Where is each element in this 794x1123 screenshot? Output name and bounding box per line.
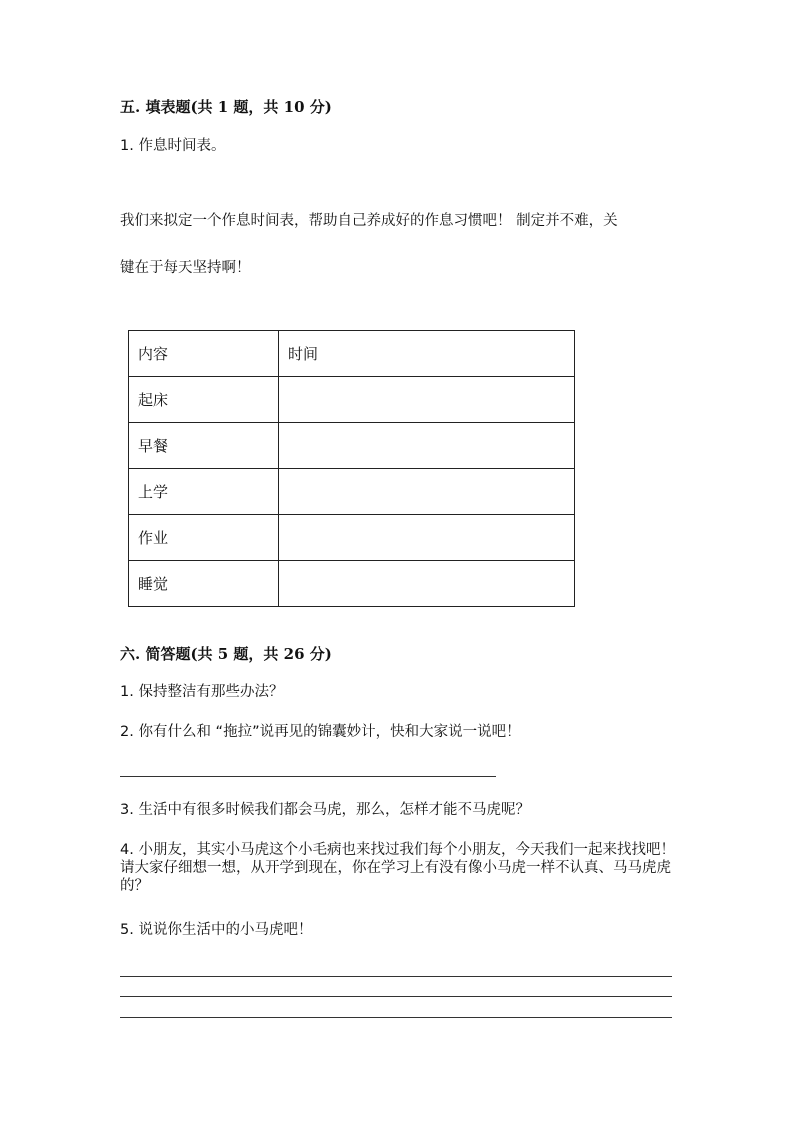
table-cell-item: 上学 xyxy=(129,469,279,515)
answer-line[interactable] xyxy=(120,976,672,977)
table-row xyxy=(129,515,575,561)
table-cell-time[interactable] xyxy=(279,423,575,469)
table-cell-time[interactable] xyxy=(279,377,575,423)
table-header-row xyxy=(129,331,575,377)
intro-line-1: 我们来拟定一个作息时间表，帮助自己养成好的作息习惯吧！ 制定并不难，关 xyxy=(120,213,618,229)
answer-line[interactable] xyxy=(120,996,672,997)
question-6-5: 5. 说说你生活中的小马虎吧！ xyxy=(120,922,313,938)
schedule-table xyxy=(128,330,575,607)
table-cell-item: 睡觉 xyxy=(129,561,279,607)
section-5-title: 五. 填表题(共 1 题，共 10 分) xyxy=(120,98,332,116)
answer-line[interactable] xyxy=(120,776,496,777)
table-cell-item: 起床 xyxy=(129,377,279,423)
table-row xyxy=(129,377,575,423)
table-cell-time[interactable] xyxy=(279,469,575,515)
table-row xyxy=(129,423,575,469)
table-cell-item: 早餐 xyxy=(129,423,279,469)
question-5-1: 1. 作息时间表。 xyxy=(120,138,226,154)
table-row xyxy=(129,561,575,607)
table-cell-item: 作业 xyxy=(129,515,279,561)
section-6-title: 六. 简答题(共 5 题，共 26 分) xyxy=(120,645,332,663)
question-6-4: 4. 小朋友，其实小马虎这个小毛病也来找过我们每个小朋友，今天我们一起来找找吧！请大家仔细想一想，从开学到现在，你在学习上有没有像小马虎一样不认真、马马虎虎的？ xyxy=(120,842,675,894)
intro-line-2: 键在于每天坚持啊！ xyxy=(120,260,251,276)
table-row xyxy=(129,469,575,515)
question-6-1: 1. 保持整洁有那些办法？ xyxy=(120,684,284,700)
table-cell-time[interactable] xyxy=(279,561,575,607)
table-cell-time[interactable] xyxy=(279,515,575,561)
question-6-2: 2. 你有什么和 “拖拉”说再见的锦囊妙计，快和大家说一说吧！ xyxy=(120,724,521,740)
answer-line[interactable] xyxy=(120,1017,672,1018)
table-header-cell: 内容 xyxy=(129,331,279,377)
table-header-cell: 时间 xyxy=(279,331,575,377)
question-6-3: 3. 生活中有很多时候我们都会马虎，那么，怎样才能不马虎呢？ xyxy=(120,802,530,818)
